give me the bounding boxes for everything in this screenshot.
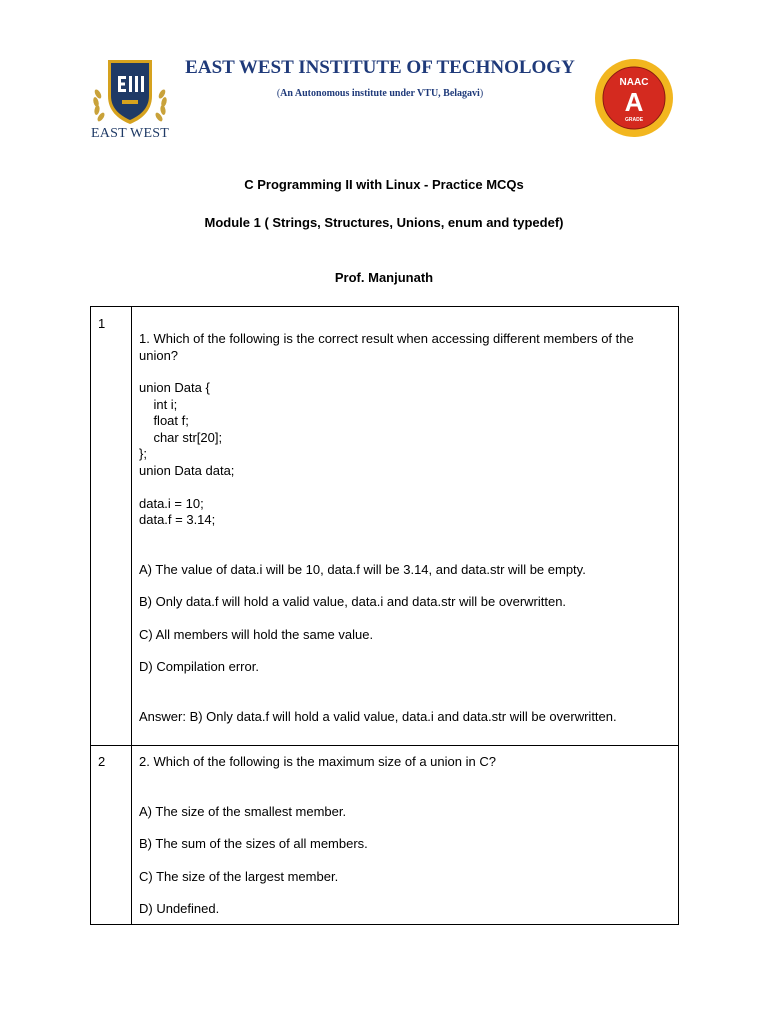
question-row bbox=[91, 307, 679, 746]
institute-subtitle: (An Autonomous institute under VTU, Belagavi) bbox=[276, 88, 484, 99]
option-d: D) Compilation error. bbox=[139, 659, 259, 674]
mcq-table bbox=[90, 306, 679, 925]
option-c: C) The size of the largest member. bbox=[139, 868, 339, 884]
institute-name: EAST WEST INSTITUTE OF TECHNOLOGY bbox=[185, 57, 575, 78]
question-row bbox=[91, 746, 679, 925]
option-a: A) The size of the smallest member. bbox=[139, 803, 347, 819]
author-name: Prof. Manjunath bbox=[334, 270, 434, 285]
naac-a-grade-badge bbox=[594, 58, 674, 138]
option-b: B) The sum of the sizes of all members. bbox=[139, 836, 368, 851]
logo-left-caption: EAST WEST bbox=[91, 126, 169, 141]
module-title: Module 1 ( Strings, Structures, Unions, enum and typedef) bbox=[204, 215, 564, 230]
question-cell bbox=[132, 746, 679, 925]
naac-seal-icon bbox=[594, 58, 674, 138]
document-header bbox=[0, 0, 768, 150]
answer-text: Answer: B) Only data.f will hold a valid value, data.i and data.str will be overwritten. bbox=[139, 708, 617, 724]
option-a: A) The value of data.i will be 10, data.f will be 3.14, and data.str will be empty. bbox=[139, 561, 586, 577]
question-number: 1 bbox=[91, 307, 132, 746]
option-b: B) Only data.f will hold a valid value, data.i and data.str will be overwritten. bbox=[139, 594, 567, 609]
institute-subtitle-text: An Autonomous institute under VTU, Belagavi bbox=[280, 88, 480, 99]
question-number: 2 bbox=[91, 746, 132, 925]
naac-label: NAAC bbox=[619, 77, 649, 88]
naac-grade-caption: GRADE bbox=[624, 117, 644, 123]
naac-grade: A bbox=[624, 87, 644, 117]
question-cell bbox=[132, 307, 679, 746]
question-text: 1. Which of the following is the correct result when accessing different members of the union? bbox=[139, 331, 634, 363]
question-text: 2. Which of the following is the maximum size of a union in C? bbox=[139, 754, 496, 769]
question-code: union Data { int i; float f; char str[20]; }; union Data data; data.i = 10; data.f = 3.14; bbox=[139, 380, 235, 527]
course-title: C Programming II with Linux - Practice MCQs bbox=[244, 177, 524, 192]
option-d: D) Undefined. bbox=[139, 901, 220, 916]
option-c: C) All members will hold the same value. bbox=[139, 626, 374, 642]
